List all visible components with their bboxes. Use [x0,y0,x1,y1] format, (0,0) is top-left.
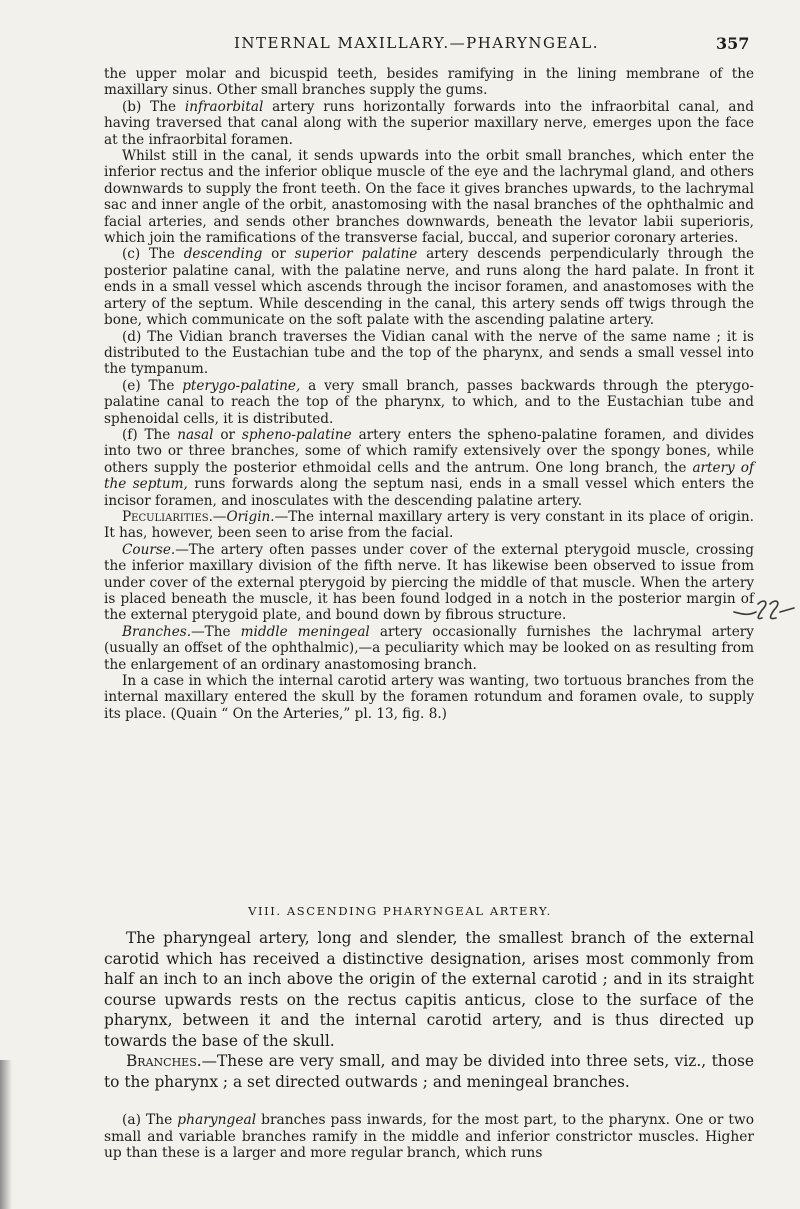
paragraph-pharyngeal-branches-a: (a) The pharyngeal branches pass inwards, for the most part, to the pharynx. One or two small and variable branches ramify in the middle and inferior constrictor muscles. Higher up than these is a larger and more regular branch, which runs [104,1112,755,1162]
section-heading: VIII. ASCENDING PHARYNGEAL ARTERY. [248,904,552,918]
paragraph-nasal: (f) The nasal or spheno-palatine artery enters the spheno-palatine foramen, and divides into two or three branches, some of which ramify extensively over the spongy bones, while others supply the posterior ethmoidal cells and the antrum. One long branch, the artery of the septum, runs forwards along the septum nasi, ends in a small vessel which enters the incisor foramen, and inosculates with the descending palatine artery. [104,426,754,509]
main-text-large [104,928,754,1092]
paragraph-quain-case: In a case in which the internal carotid artery was wanting, two tortuous branches from the internal maxillary entered the skull by the foramen rotundum and foramen ovale, to supply its place. (Quain “ On the Arteries,” pl. 13, fig. 8.) [104,673,754,722]
main-text-small [104,66,754,722]
paragraph-branches-peculiarity: Branches.—The middle meningeal artery occasionally furnishes the lachrymal artery (usually an offset of the ophthalmic),—a peculiarity which may be looked on as resulting from the enlargement of an ordinary anastomosing branch. [104,623,754,673]
paragraph-pterygo-palatine: (e) The pterygo-palatine, a very small branch, passes backwards through the pterygo-palatine canal to reach the top of the pharynx, to which, and to the Eustachian tube and sphenoidal cells, it is distributed. [104,377,754,427]
paragraph-continuation: the upper molar and bicuspid teeth, besides ramifying in the lining membrane of the maxillary sinus. Other small branches supply the gums. [104,66,754,99]
paragraph-peculiarities-origin: Peculiarities.—Origin.—The internal maxillary artery is very constant in its place of origin. It has, however, been seen to arise from the facial. [104,508,754,542]
page-binding-shadow [0,1060,12,1209]
paragraph-infraorbital: (b) The infraorbital artery runs horizontally forwards into the infraorbital canal, and having traversed that canal along with the superior maxillary nerve, emerges upon the face at the infraorbital foramen. [104,98,754,148]
running-title: INTERNAL MAXILLARY.—PHARYNGEAL. [234,34,599,52]
paragraph-descending-palatine: (c) The descending or superior palatine artery descends perpendicularly through the posterior palatine canal, with the palatine nerve, and runs along the hard palate. In front it ends in a small vessel which ascends through the incisor foramen, and anastomoses with the artery of the septum. While descending in the canal, this artery sends off twigs through the bone, which communicate on the soft palate with the ascending palatine artery. [104,246,754,329]
paragraph-vidian: (d) The Vidian branch traverses the Vidian canal with the nerve of the same name ; it is distributed to the Eustachian tube and the top of the pharynx, and sends a small vessel into the tympanum. [104,328,754,378]
paragraph-course: Course.—The artery often passes under cover of the external pterygoid muscle, crossing the inferior maxillary division of the fifth nerve. It has likewise been observed to issue from under cover of the external pterygoid by piercing the middle of that muscle. When the artery is placed beneath the muscle, it has been found lodged in a notch in the posterior margin of the external pterygoid plate, and bound down by fibrous structure. [104,541,754,624]
running-header [0,30,800,60]
paragraph-infraorbital-branches: Whilst still in the canal, it sends upwards into the orbit small branches, which enter the inferior rectus and the inferior oblique muscle of the eye and the lachrymal gland, and others downwards to supply the front teeth. On the face it gives branches upwards, to the lachrymal sac and inner angle of the orbit, anastomosing with the nasal branches of the ophthalmic and facial arteries, and sends other branches downwards, beneath the levator labii superioris, which join the ramifications of the transverse facial, buccal, and superior coronary arteries. [104,148,754,247]
main-text-tail [104,1112,754,1162]
paragraph-pharyngeal-intro: The pharyngeal artery, long and slender, the smallest branch of the external carotid which has received a distinctive designation, arises most commonly from half an inch to an inch above the origin of the external carotid ; and in its straight course upwards rests on the rectus capitis anticus, close to the surface of the pharynx, between it and the internal carotid artery, and is thus directed up towards the base of the skull. [104,929,754,1050]
handwritten-margin-mark [732,594,796,628]
page-number: 357 [716,34,750,53]
paragraph-pharyngeal-branches: Branches.—These are very small, and may be divided into three sets, viz., those to the pharynx ; a set directed outwards ; and meningeal branches. [104,1052,754,1091]
